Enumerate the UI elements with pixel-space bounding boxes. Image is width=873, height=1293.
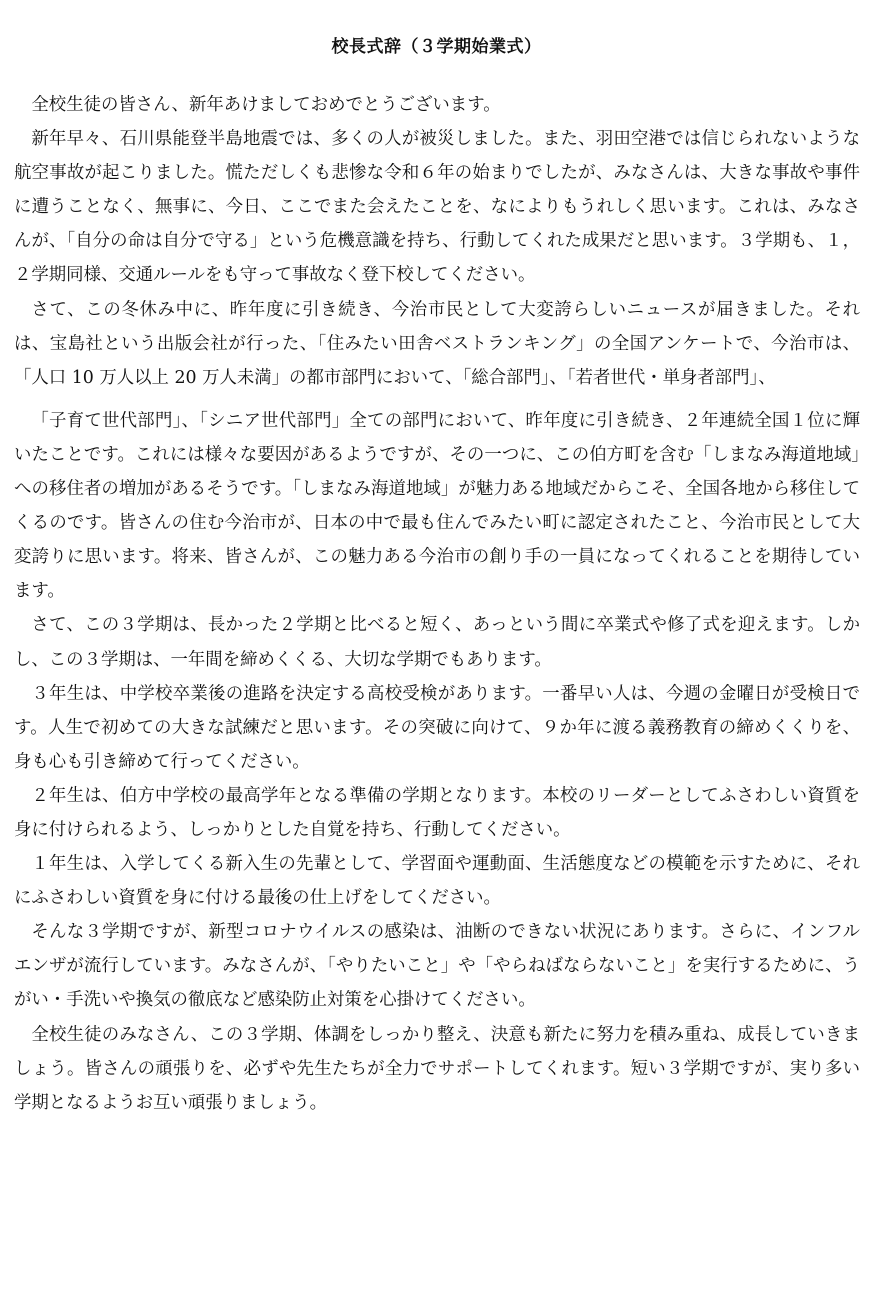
paragraph-imabari-ranking: 「子育て世代部門」、「シニア世代部門」全ての部門において、昨年度に引き続き、２年連続全国１位に輝いたことです。これには様々な要因があるようですが、その一つに、この伯方町を含む「しまなみ海道地域」への移住者の増加があるそうです。「しまなみ海道地域」が魅力ある地域だからこそ、全国各地から移住してくるのです。皆さんの住む今治市が、日本の中で最も住んでみたい町に認定されたこと、今治市民として大変誇りに思います。将来、皆さんが、この魅力ある今治市の創り手の一員になってくれることを期待しています。 (14, 410, 860, 602)
paragraph-third-term: さて、この３学期は、長かった２学期と比べると短く、あっという間に卒業式や修了式を迎えます。しかし、この３学期は、一年間を締めくくる、大切な学期でもあります。 (14, 615, 860, 670)
paragraph-first-year: １年生は、入学してくる新入生の先輩として、学習面や運動面、生活態度などの模範を示すために、それにふさわしい資質を身に付ける最後の仕上げをしてください。 (14, 854, 860, 909)
paragraph-closing: 全校生徒のみなさん、この３学期、体調をしっかり整え、決意も新たに努力を積み重ね、成長していきましょう。皆さんの頑張りを、必ずや先生たちが全力でサポートしてくれます。短い３学期ですが、実り多い学期となるようお互い頑張りましょう。 (14, 1024, 860, 1113)
paragraph-greeting: 全校生徒の皆さん、新年あけましておめでとうございます。 (31, 95, 501, 115)
paragraph-second-year: ２年生は、伯方中学校の最高学年となる準備の学期となります。本校のリーダーとしてふさわしい資質を身に付けられるよう、しっかりとした自覚を持ち、行動してください。 (14, 785, 860, 840)
document-body (14, 88, 860, 1120)
paragraph-imabari-news: さて、この冬休み中に、昨年度に引き続き、今治市民として大変誇らしいニュースが届きました。それは、宝島社という出版会社が行った、「住みたい田舎ベストランキング」の全国アンケートで、今治市は、「人口 10 万人以上 20 万人未満」の都市部門において、「総合部門」、「若者世代・単身者部門」、 (14, 299, 860, 388)
paragraph-new-year-events: 新年早々、石川県能登半島地震では、多くの人が被災しました。また、羽田空港では信じられないような航空事故が起こりました。慌ただしくも悲惨な令和６年の始まりでしたが、みなさんは、大きな事故や事件に遭うことなく、無事に、今日、ここでまた会えたことを、なによりもうれしく思います。これは、みなさんが、「自分の命は自分で守る」という危機意識を持ち、行動してくれた成果だと思います。３学期も、１，２学期同様、交通ルールをも守って事故なく登下校してください。 (14, 129, 860, 286)
document-title: 校長式辞（３学期始業式） (331, 37, 542, 57)
paragraph-infection-prevention: そんな３学期ですが、新型コロナウイルスの感染は、油断のできない状況にあります。さらに、インフルエンザが流行しています。みなさんが、「やりたいこと」や「やらねばならないこと」を実行するために、うがい・手洗いや換気の徹底など感染防止対策を心掛けてください。 (14, 922, 860, 1011)
paragraph-third-year: ３年生は、中学校卒業後の進路を決定する高校受検があります。一番早い人は、今週の金曜日が受検日です。人生で初めての大きな試練だと思います。その突破に向けて、９か年に渡る義務教育の締めくくりを、身も心も引き締めて行ってください。 (14, 683, 860, 772)
